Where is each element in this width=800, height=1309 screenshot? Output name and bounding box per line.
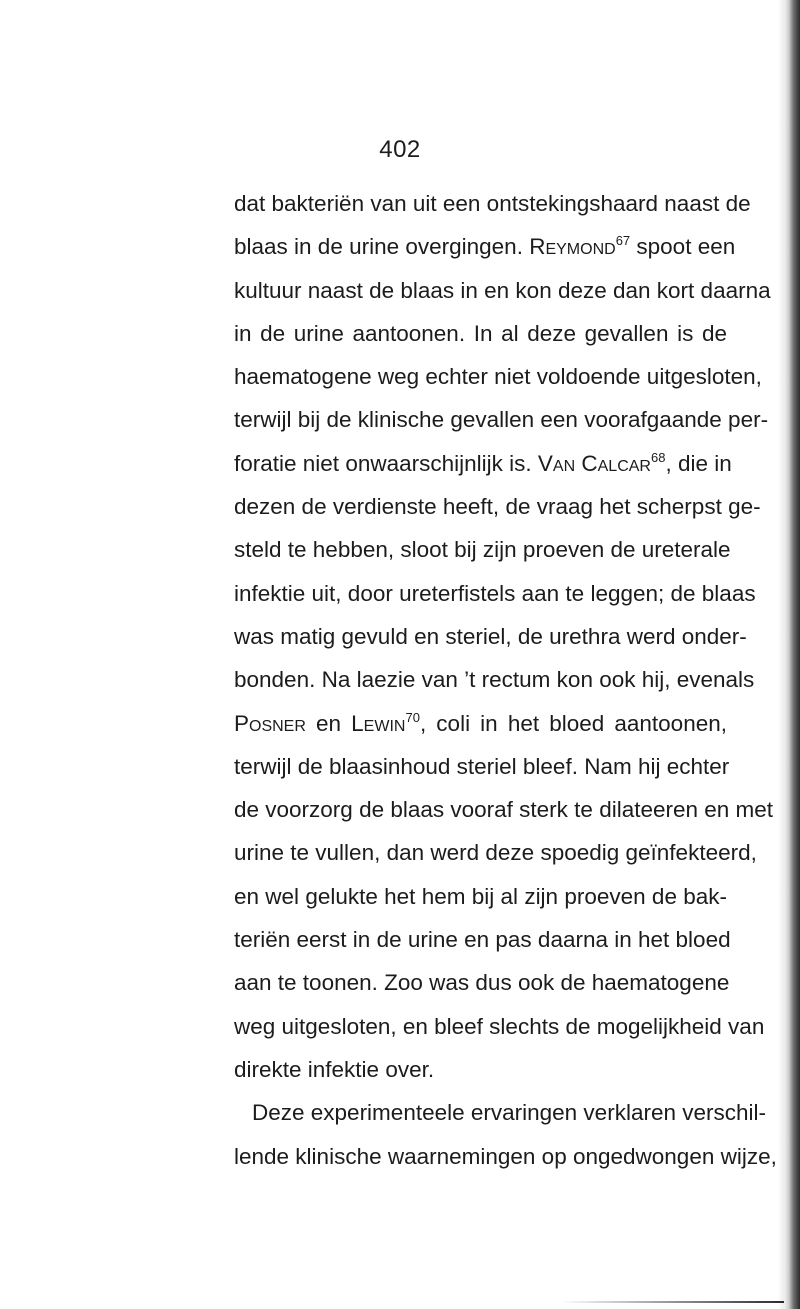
text-segment: aan te toonen. Zoo was dus ook de haematogene: [234, 970, 730, 996]
text-segment: , die in: [665, 450, 732, 476]
text-line: [234, 1048, 727, 1091]
footnote-reference: 67: [615, 233, 631, 249]
page-bottom-edge: [560, 1301, 784, 1303]
text-segment: spoot een: [630, 234, 736, 260]
text-segment: was matig gevuld en steriel, de urethra werd onder-: [234, 623, 747, 649]
text-line: [234, 1135, 777, 1178]
footnote-reference: 68: [650, 449, 666, 465]
page-number: 402: [379, 136, 421, 163]
text-segment: direkte infektie over.: [234, 1056, 435, 1082]
text-line: [234, 485, 761, 528]
text-segment: urine te vullen, dan werd deze spoedig geïnfekteerd,: [234, 840, 757, 866]
text-line: [234, 355, 762, 398]
text-line: [234, 269, 771, 312]
text-line: [234, 788, 774, 831]
body-text: [234, 182, 777, 1178]
text-line: [234, 225, 736, 268]
text-segment: terwijl bij de klinische gevallen een voorafgaande per-: [234, 407, 769, 433]
text-line: [234, 1005, 765, 1048]
text-segment: foratie niet onwaarschijnlijk is.: [234, 450, 538, 476]
text-line: [234, 875, 727, 918]
text-segment: infektie uit, door ureterfistels aan te leggen; de blaas: [234, 580, 756, 606]
text-line: [234, 918, 731, 961]
text-segment: steld te hebben, sloot bij zijn proeven de ureterale: [234, 537, 731, 563]
text-segment: lende klinische waarnemingen op ongedwongen wijze,: [234, 1143, 777, 1169]
text-line: [234, 831, 757, 874]
book-edge: [784, 0, 800, 1309]
author-name: Lewin: [351, 710, 406, 736]
text-line: [234, 745, 730, 788]
text-line: [234, 1091, 766, 1134]
text-segment: terwijl de blaasinhoud steriel bleef. Nam hij echter: [234, 753, 730, 779]
text-segment: in de urine aantoonen. In al deze gevallen is de: [234, 320, 727, 346]
text-segment: weg uitgesloten, en bleef slechts de mogelijkheid van: [234, 1013, 765, 1039]
author-name: Van Calcar: [537, 450, 651, 476]
footnote-reference: 70: [405, 709, 420, 725]
text-segment: dezen de verdienste heeft, de vraag het scherpst ge-: [234, 494, 761, 520]
text-line: [234, 398, 769, 441]
text-line: [234, 615, 747, 658]
text-line: [234, 182, 751, 225]
text-line: [234, 312, 727, 355]
author-name: Reymond: [529, 234, 616, 260]
text-segment: blaas in de urine overgingen.: [234, 234, 530, 260]
text-segment: bonden. Na laezie van ’t rectum kon ook hij, evenals: [234, 667, 755, 693]
text-segment: teriën eerst in de urine en pas daarna in het bloed: [234, 927, 731, 953]
text-line: [234, 528, 731, 571]
text-line: [234, 442, 732, 485]
text-segment: , coli in het bloed aantoonen,: [419, 710, 727, 736]
text-line: [234, 702, 727, 745]
text-segment: en: [305, 710, 352, 736]
text-segment: dat bakteriën van uit een ontstekingshaard naast de: [234, 191, 751, 216]
text-line: [234, 658, 755, 701]
text-segment: haematogene weg echter niet voldoende uitgesloten,: [234, 364, 762, 390]
text-segment: de voorzorg de blaas vooraf sterk te dilateeren en met: [234, 797, 774, 823]
text-segment: en wel gelukte het hem bij al zijn proeven de bak-: [234, 883, 727, 909]
text-segment: kultuur naast de blaas in en kon deze dan kort daarna: [234, 277, 771, 303]
text-segment: Deze experimenteele ervaringen verklaren verschil-: [252, 1100, 766, 1126]
text-line: [234, 572, 756, 615]
text-line: [234, 961, 730, 1004]
author-name: Posner: [234, 710, 306, 736]
